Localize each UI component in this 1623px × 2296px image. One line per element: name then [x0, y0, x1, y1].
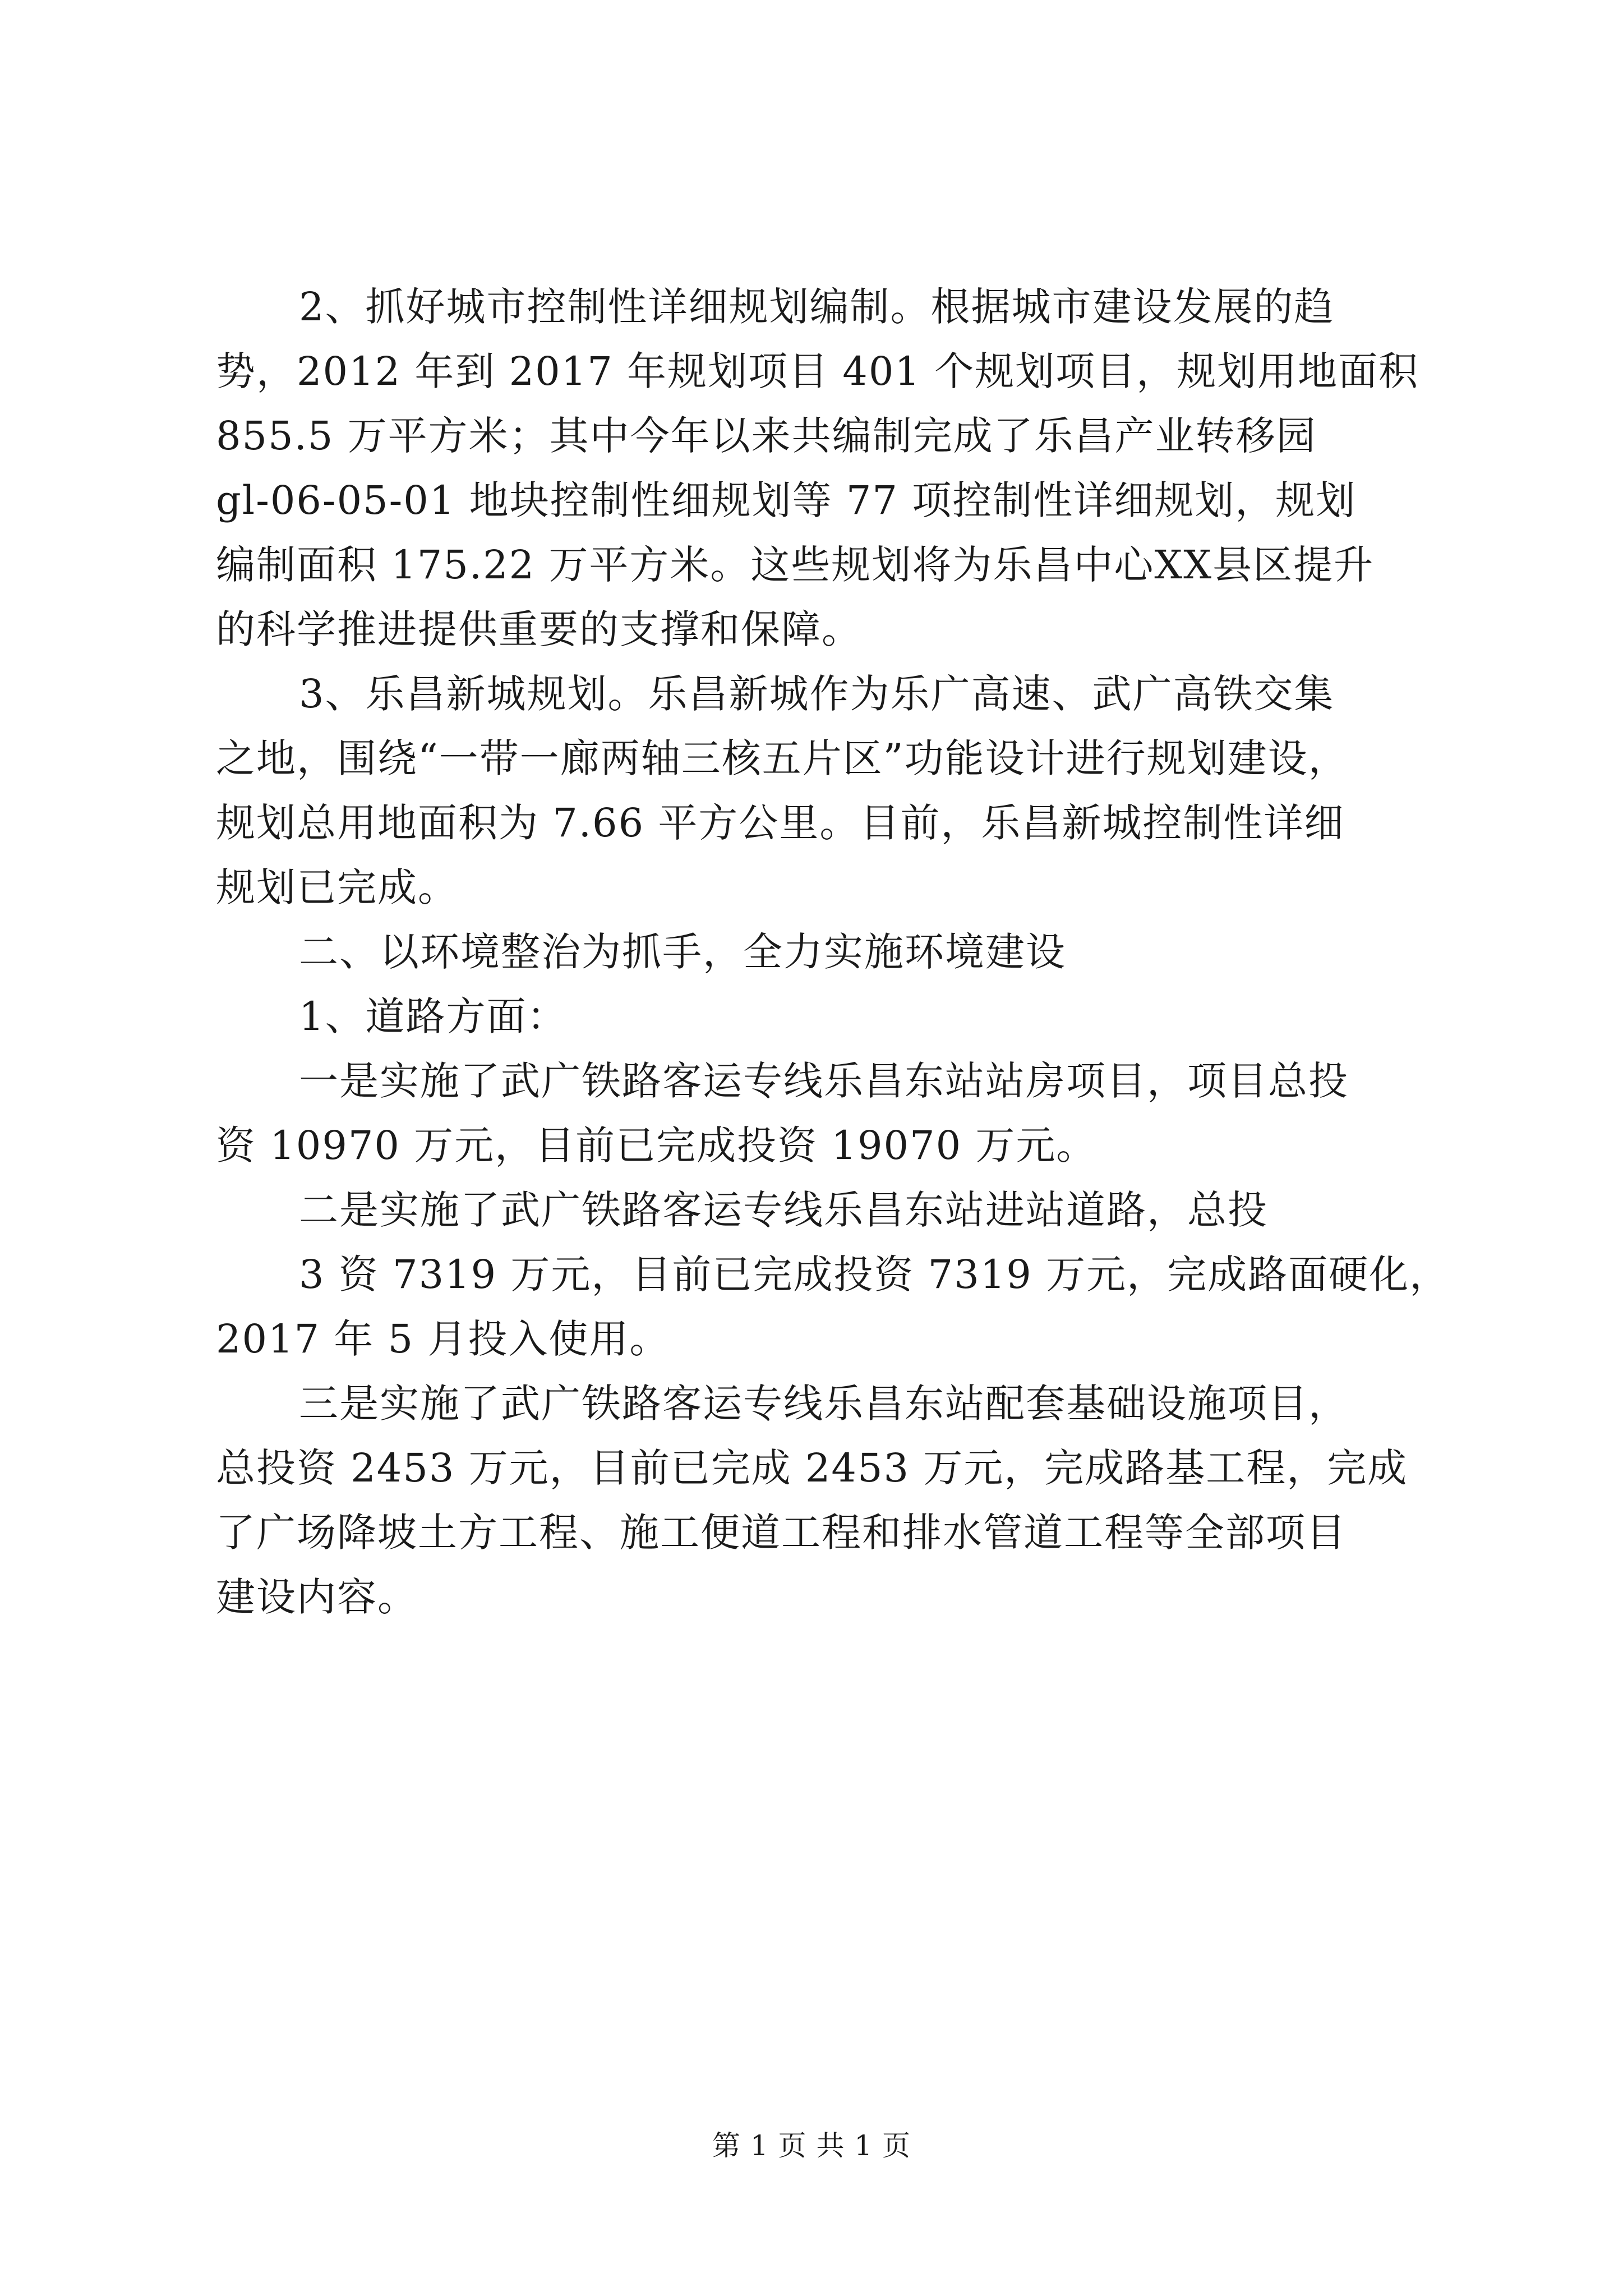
- paragraph-line: 2、抓好城市控制性详细规划编制。根据城市建设发展的趋: [299, 284, 1335, 330]
- paragraph-line: 资 10970 万元，目前已完成投资 19070 万元。: [216, 1122, 1097, 1168]
- page-footer: 第 1 页 共 1 页: [712, 2129, 911, 2162]
- paragraph-line: 势，2012 年到 2017 年规划项目 401 个规划项目，规划用地面积: [216, 348, 1419, 394]
- section-heading: 二、以环境整治为抓手，全力实施环境建设: [299, 929, 1066, 975]
- paragraph-line: 之地，围绕“一带一廊两轴三核五片区”功能设计进行规划建设，: [216, 735, 1349, 781]
- document-body: [216, 275, 1450, 1630]
- paragraph-line: 855.5 万平方米；其中今年以来共编制完成了乐昌产业转移园: [216, 413, 1317, 459]
- subsection-heading: 1、道路方面：: [299, 993, 568, 1039]
- paragraph-line: gl-06-05-01 地块控制性细规划等 77 项控制性详细规划，规划: [216, 477, 1357, 523]
- paragraph-line: 2017 年 5 月投入使用。: [216, 1316, 670, 1362]
- paragraph-line: 的科学推进提供重要的支撑和保障。: [216, 606, 862, 652]
- paragraph-line: 三是实施了武广铁路客运专线乐昌东站配套基础设施项目，: [299, 1381, 1349, 1427]
- paragraph-line: 规划总用地面积为 7.66 平方公里。目前，乐昌新城控制性详细: [216, 800, 1345, 846]
- paragraph-line: 二是实施了武广铁路客运专线乐昌东站进站道路，总投: [299, 1187, 1268, 1233]
- paragraph-line: 了广场降坡土方工程、施工便道工程和排水管道工程等全部项目: [216, 1510, 1347, 1556]
- paragraph-line: 3 资 7319 万元，目前已完成投资 7319 万元，完成路面硬化，: [299, 1251, 1450, 1297]
- paragraph-line: 3、乐昌新城规划。乐昌新城作为乐广高速、武广高铁交集: [299, 671, 1335, 717]
- paragraph-line: 规划已完成。: [216, 864, 458, 910]
- paragraph-line: 编制面积 175.22 万平方米。这些规划将为乐昌中心XX县区提升: [216, 542, 1375, 588]
- paragraph-line: 建设内容。: [216, 1574, 418, 1620]
- paragraph-line: 一是实施了武广铁路客运专线乐昌东站站房项目，项目总投: [299, 1058, 1349, 1104]
- paragraph-line: 总投资 2453 万元，目前已完成 2453 万元，完成路基工程，完成: [216, 1445, 1408, 1491]
